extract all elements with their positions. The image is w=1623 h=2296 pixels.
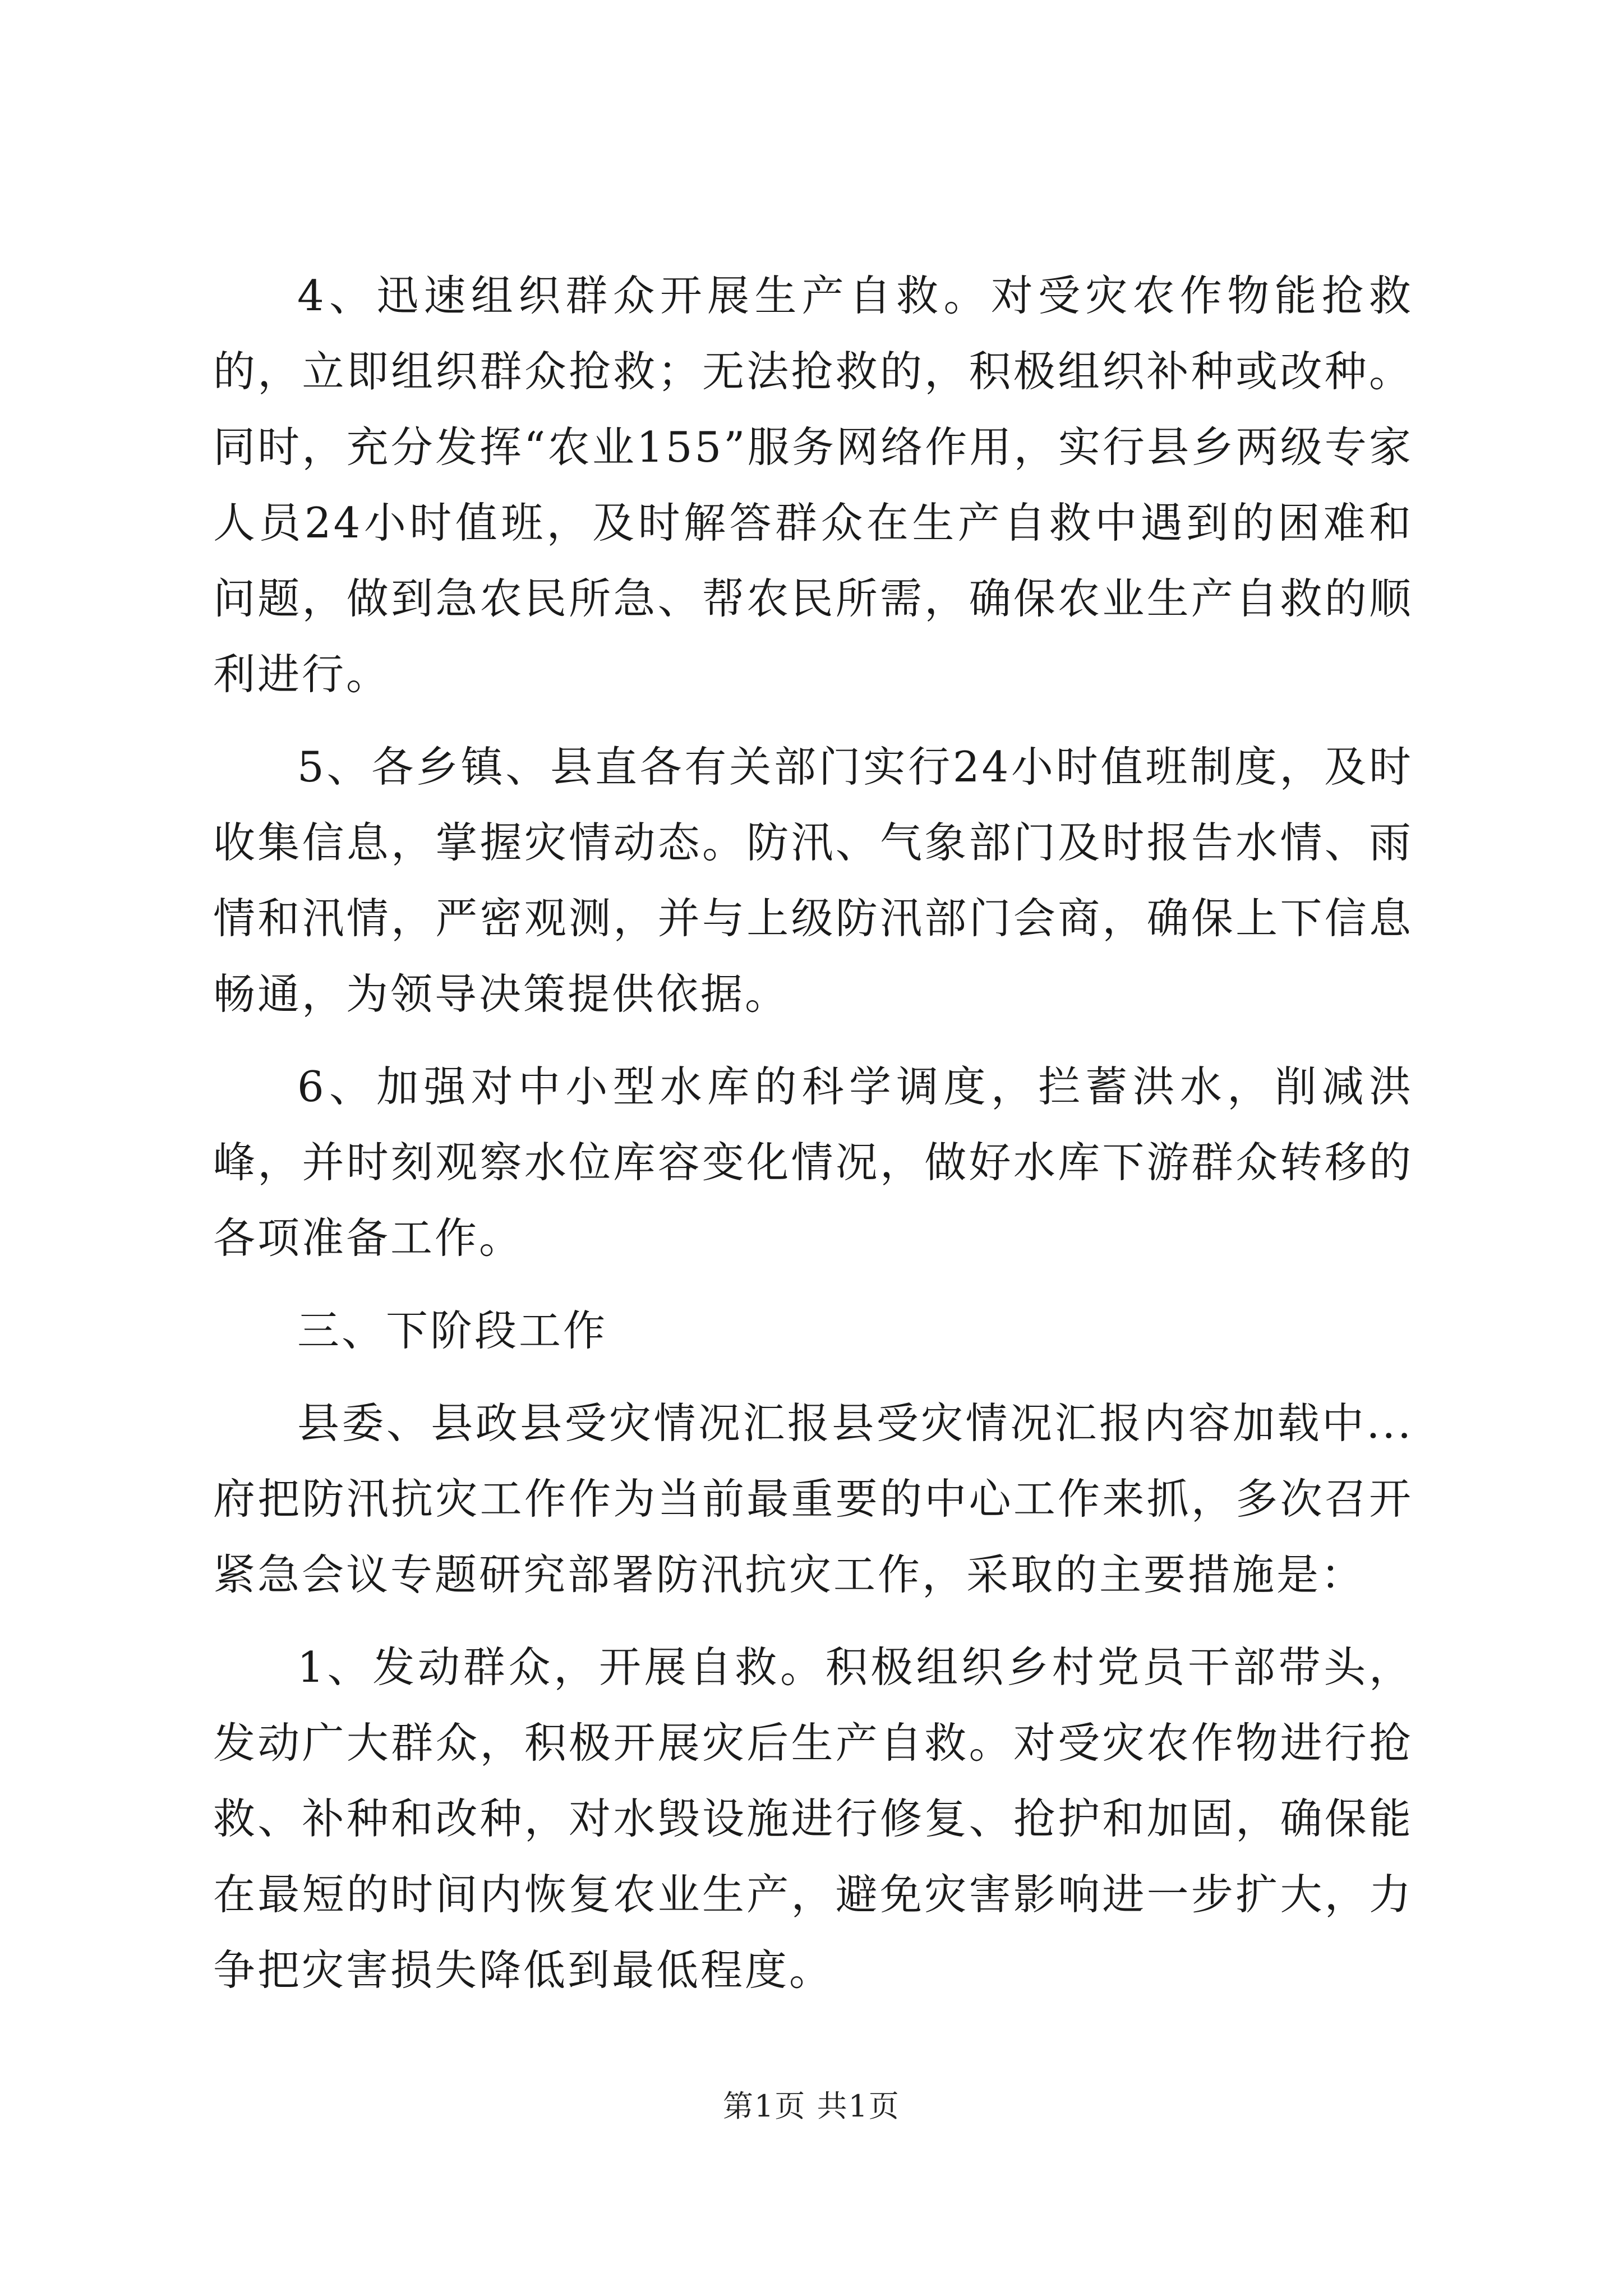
paragraph-item-1: 1、发动群众，开展自救。积极组织乡村党员干部带头，发动广大群众，积极开展灾后生产自救。对受灾农作物进行抢救、补种和改种，对水毁设施进行修复、抢护和加固，确保能在最短的时间内恢复农业生产，避免灾害影响进一步扩大，力争把灾害损失降低到最低程度。	[213, 1642, 1413, 1995]
document-body	[213, 258, 1413, 2025]
paragraph-item-6: 6、加强对中小型水库的科学调度，拦蓄洪水，削减洪峰，并时刻观察水位库容变化情况，做好水库下游群众转移的各项准备工作。	[213, 1062, 1413, 1263]
paragraph-item-5: 5、各乡镇、县直各有关部门实行24小时值班制度，及时收集信息，掌握灾情动态。防汛、气象部门及时报告水情、雨情和汛情，严密观测，并与上级防汛部门会商，确保上下信息畅通，为领导决策提供依据。	[213, 742, 1413, 1019]
page-footer: 第1页 共1页	[723, 2088, 900, 2124]
paragraph-item-4: 4、迅速组织群众开展生产自救。对受灾农作物能抢救的，立即组织群众抢救；无法抢救的，积极组织补种或改种。同时，充分发挥“农业155”服务网络作用，实行县乡两级专家人员24小时值班，及时解答群众在生产自救中遇到的困难和问题，做到急农民所急、帮农民所需，确保农业生产自救的顺利进行。	[213, 271, 1413, 699]
section-heading: 三、下阶段工作	[297, 1306, 608, 1355]
paragraph-intro: 县委、县政县受灾情况汇报县受灾情况汇报内容加载中...府把防汛抗灾工作作为当前最重要的中心工作来抓，多次召开紧急会议专题研究部署防汛抗灾工作，采取的主要措施是：	[213, 1398, 1413, 1599]
